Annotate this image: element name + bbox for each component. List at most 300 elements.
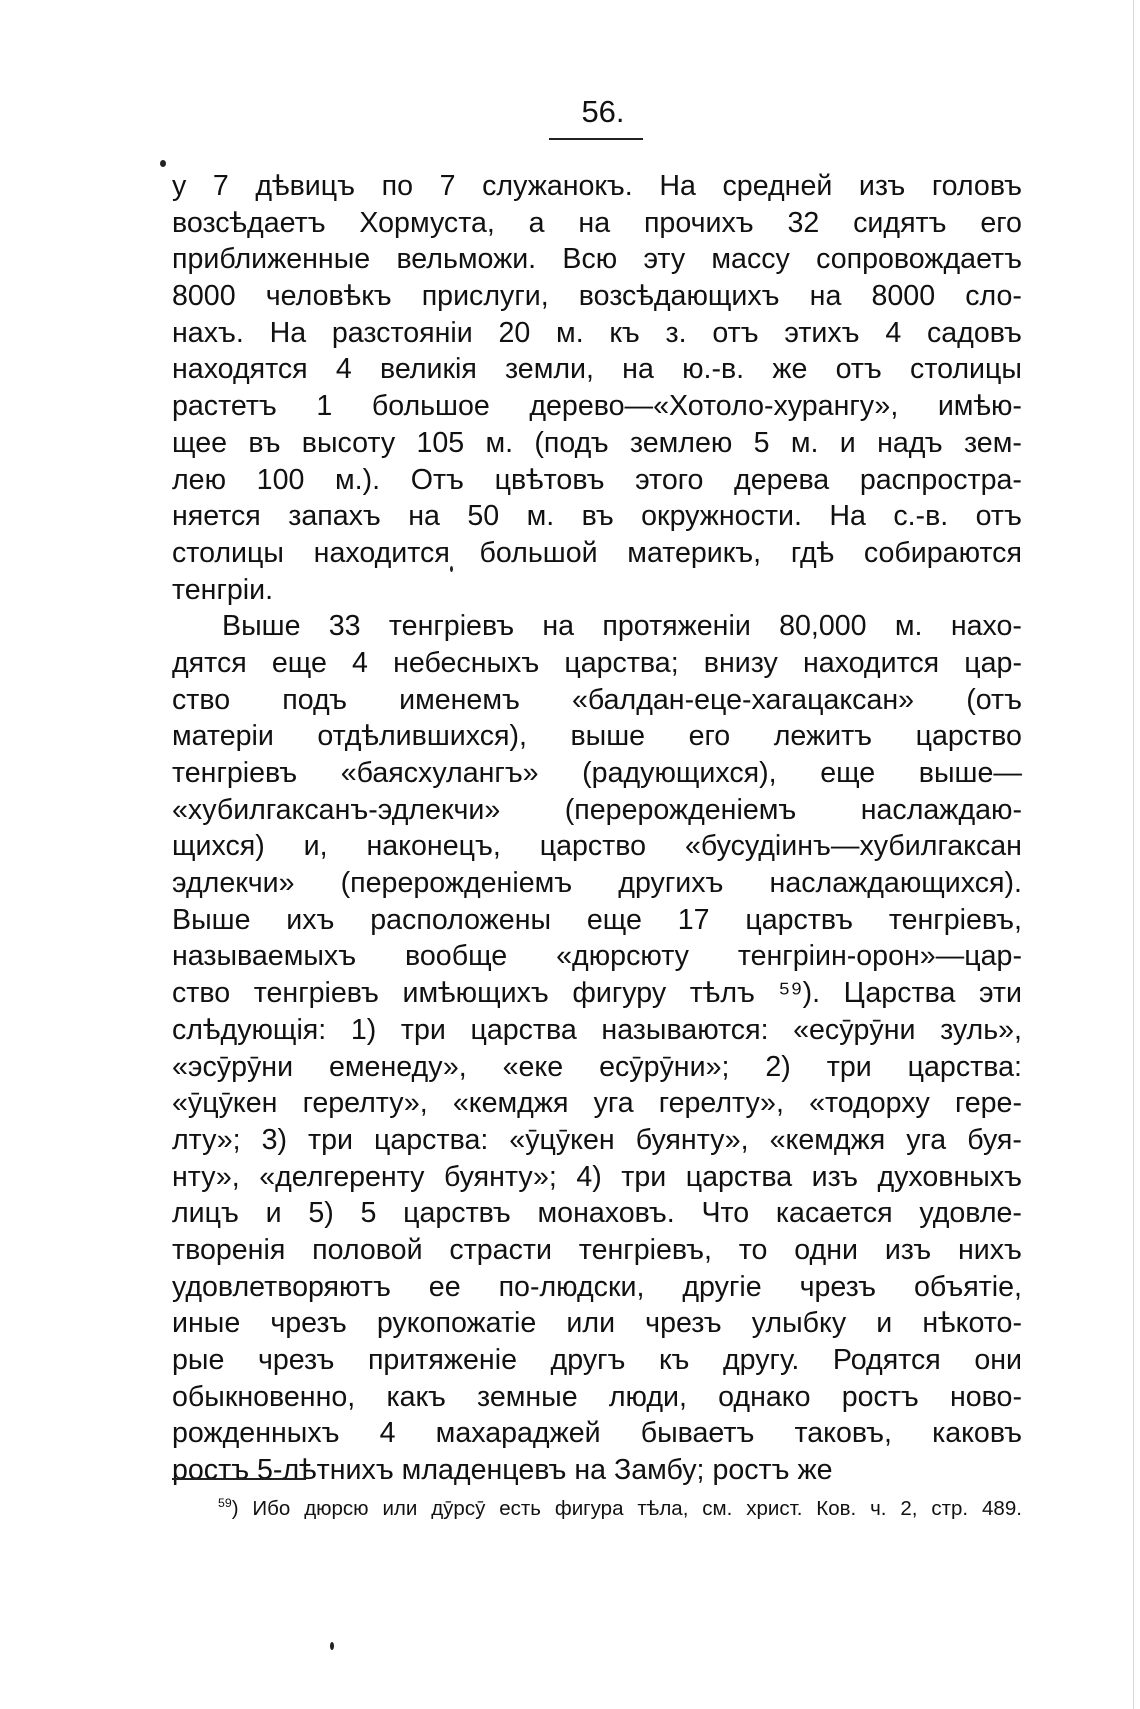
word: «ӯцӯкен: [509, 1123, 615, 1156]
word: гдѣ: [790, 536, 835, 569]
word: окружности.: [641, 500, 802, 533]
word: 80,000: [779, 610, 867, 643]
word: творенія: [172, 1233, 286, 1266]
word: 7: [439, 170, 456, 202]
word: на: [542, 610, 575, 643]
word: царства:: [907, 1050, 1022, 1083]
word: человѣкъ: [265, 280, 392, 313]
word: царство: [915, 720, 1022, 753]
text-line: [172, 1122, 1022, 1159]
word: другъ: [550, 1344, 626, 1376]
word: и: [839, 426, 856, 459]
word: изъ: [884, 1233, 932, 1266]
word: фигуру: [572, 977, 667, 1010]
word: отдѣлившихся),: [317, 720, 527, 753]
print-speck: [450, 566, 453, 572]
word: уга: [906, 1123, 947, 1156]
word: возсѣдающихъ: [578, 280, 780, 313]
word: чрезъ: [257, 1344, 335, 1376]
word: небесныхъ: [393, 646, 540, 679]
word: головъ: [931, 170, 1022, 202]
word: сидятъ: [853, 206, 947, 239]
text-line: [172, 608, 1022, 645]
footnote: [218, 1497, 1022, 1522]
text-line: [172, 315, 1022, 352]
word: Родятся: [832, 1344, 941, 1376]
word: находится: [313, 536, 450, 569]
word: на: [622, 353, 654, 386]
word: объятіе,: [914, 1270, 1022, 1303]
word: 100: [256, 463, 305, 496]
word: (радующихся),: [582, 757, 777, 789]
word: ростъ: [841, 1380, 919, 1413]
word: или: [566, 1307, 616, 1340]
text-line: [172, 351, 1022, 388]
word: его: [688, 720, 731, 753]
word: земли,: [505, 353, 594, 386]
word: м.: [894, 610, 923, 643]
body-text: [172, 168, 1022, 1489]
footnote-number: 59: [218, 1496, 232, 1511]
word: изъ: [858, 170, 906, 202]
text-line: [172, 1012, 1022, 1049]
word: материкъ,: [627, 536, 762, 569]
word: Выше: [222, 610, 301, 643]
word: На: [829, 500, 866, 533]
word: расположены: [370, 903, 552, 936]
word: цвѣтовъ: [494, 463, 605, 496]
text-line: [172, 1049, 1022, 1086]
word: «есӯрӯни: [793, 1013, 916, 1046]
word: герелту»,: [658, 1087, 784, 1120]
word: с.-в.: [893, 500, 949, 533]
word: «эсӯрӯни: [172, 1050, 294, 1083]
word: «баясхулангъ»: [340, 757, 539, 789]
word: высоту: [301, 426, 396, 459]
word: изъ: [811, 1160, 858, 1193]
word: эти: [978, 977, 1022, 1010]
word: на: [809, 280, 842, 313]
word: же: [772, 353, 808, 386]
word: царства: [685, 1160, 793, 1193]
word: 5-лѣтнихъ: [257, 1454, 394, 1487]
word: наслаждаю-: [860, 793, 1022, 826]
word: отъ: [835, 353, 882, 386]
text-line: [172, 1415, 1022, 1452]
word: тенгріевъ: [172, 757, 298, 789]
word: буянту»;: [443, 1160, 557, 1193]
word: «еке: [502, 1050, 564, 1083]
word: младенцевъ: [401, 1454, 567, 1487]
word: 33: [328, 610, 361, 643]
word: (перерожденіемъ: [340, 867, 573, 900]
word: дятся: [172, 646, 247, 679]
word: ново-: [949, 1380, 1022, 1413]
word: на: [578, 206, 611, 239]
word: ростъ: [712, 1454, 790, 1487]
word: каковъ: [932, 1417, 1022, 1450]
footnote-rule: [172, 1478, 306, 1480]
word: щихся): [172, 830, 265, 863]
word: отъ: [975, 500, 1022, 533]
text-line: [172, 462, 1022, 499]
word: лицъ: [172, 1197, 239, 1230]
word: лею: [172, 463, 227, 496]
word: 4: [335, 353, 352, 386]
word: три: [621, 1160, 667, 1193]
text-line: [172, 1269, 1022, 1306]
word: зуль»,: [940, 1013, 1022, 1046]
word: тѣла,: [637, 1497, 689, 1520]
word: подъ: [282, 683, 347, 716]
word: тенгріевъ: [388, 610, 515, 643]
word: ее: [428, 1270, 461, 1303]
word: буянту»,: [635, 1123, 749, 1156]
word: другіе: [682, 1270, 762, 1303]
word: Ков.: [816, 1497, 857, 1520]
word: чрезъ: [645, 1307, 722, 1340]
word: ю.-в.: [682, 353, 745, 386]
word: ство: [172, 977, 231, 1010]
word: тенгріевъ,: [888, 903, 1022, 936]
text-line: [172, 1379, 1022, 1416]
word: ⁵⁹).: [778, 977, 821, 1010]
word: прислуги,: [421, 280, 549, 313]
word: на: [408, 500, 440, 533]
word: къ: [659, 1344, 690, 1376]
word: выше—: [918, 757, 1022, 789]
word: улыбку: [751, 1307, 847, 1340]
word: по-людски,: [498, 1270, 645, 1303]
word: нахъ.: [172, 316, 244, 349]
word: нихъ: [957, 1233, 1022, 1266]
word: «кемджя: [769, 1123, 886, 1156]
word: нахо-: [950, 610, 1022, 643]
print-speck: [160, 160, 166, 167]
text-line: [172, 1085, 1022, 1122]
text-line: [172, 865, 1022, 902]
word: 4: [352, 646, 368, 679]
word: нту»,: [172, 1160, 240, 1193]
word: Отъ: [410, 463, 464, 496]
word: ростъ: [172, 1454, 250, 1487]
word: цар-: [964, 646, 1022, 679]
word: 17: [677, 903, 710, 936]
word: еще: [586, 903, 642, 936]
word: Всю: [562, 243, 618, 276]
text-line: [172, 975, 1022, 1012]
word: (подъ: [534, 426, 609, 459]
word: бываетъ: [640, 1417, 755, 1450]
word: 32: [787, 206, 820, 239]
word: няется: [172, 500, 261, 533]
word: дѣвицъ: [255, 170, 356, 202]
word: 3): [261, 1123, 288, 1156]
word: лту»;: [172, 1123, 241, 1156]
word: удовле-: [919, 1197, 1022, 1230]
word: по: [381, 170, 413, 202]
text-line: [172, 828, 1022, 865]
word: м.: [556, 316, 584, 349]
text-line: [172, 1452, 1022, 1489]
word: рукопожатіе: [376, 1307, 537, 1340]
text-line: [172, 792, 1022, 829]
page-number: 56.: [581, 94, 625, 129]
page-edge: [1133, 0, 1134, 1709]
word: з.: [665, 316, 687, 349]
word: есть: [499, 1497, 541, 1520]
word: 105: [416, 426, 465, 459]
word: 8000: [871, 280, 936, 313]
word: монаховъ.: [537, 1197, 675, 1230]
word: ство: [172, 683, 231, 716]
word: его: [980, 206, 1022, 239]
word: три: [308, 1123, 353, 1156]
word: см.: [702, 1497, 733, 1520]
word: приближенные: [172, 243, 371, 276]
word: христ.: [746, 1497, 803, 1520]
word: нѣкото-: [922, 1307, 1022, 1340]
word: зем-: [964, 426, 1022, 459]
word: находится: [802, 646, 940, 679]
word: земные: [477, 1380, 578, 1413]
footnote-marker: [218, 1497, 239, 1522]
word: прочихъ: [643, 206, 754, 239]
text-line: [172, 682, 1022, 719]
word: обыкновенно,: [172, 1380, 356, 1413]
word: чрезъ: [270, 1307, 347, 1340]
word: еще: [271, 646, 327, 679]
word: въ: [581, 500, 614, 533]
word: м.).: [335, 463, 381, 496]
word: у: [172, 170, 187, 202]
word: еменеду»,: [329, 1050, 467, 1083]
text-line: [172, 205, 1022, 242]
word: 489.: [982, 1497, 1022, 1520]
word: столицы: [172, 536, 284, 569]
text-line: [172, 168, 1022, 205]
word: царства: [470, 1013, 577, 1046]
word: эту: [643, 243, 686, 276]
text-line: [172, 1159, 1022, 1196]
word: наслаждающихся).: [769, 867, 1022, 900]
word: имѣю-: [937, 390, 1022, 423]
word: удовлетворяютъ: [172, 1270, 391, 1303]
word: царство: [539, 830, 647, 863]
text-line: [172, 241, 1022, 278]
word: служанокъ.: [482, 170, 633, 202]
word: (перерожденіемъ: [564, 793, 797, 826]
word: есӯрӯни»;: [599, 1050, 730, 1083]
word: на: [574, 1454, 607, 1487]
word: Хормуста,: [359, 206, 495, 239]
text-line: [172, 902, 1022, 939]
word: 4: [379, 1417, 396, 1450]
word: махараджей: [435, 1417, 601, 1450]
word: Царства: [843, 977, 956, 1010]
word: люди,: [608, 1380, 687, 1413]
text-line: [172, 755, 1022, 792]
word: растетъ: [172, 390, 277, 423]
word: 50: [467, 500, 500, 533]
text-line: [172, 1195, 1022, 1232]
word: 2,: [900, 1497, 918, 1520]
word: матеріи: [172, 720, 274, 753]
word: дюрсю: [304, 1497, 369, 1520]
word: и: [876, 1307, 893, 1340]
word: гере-: [954, 1087, 1022, 1120]
word: три: [400, 1013, 446, 1046]
text-line: [172, 388, 1022, 425]
word: На: [269, 316, 307, 349]
word: этихъ: [784, 316, 860, 349]
word: они: [974, 1344, 1022, 1376]
word: «дюрсюту: [556, 940, 689, 973]
word: запахъ: [288, 500, 381, 533]
word: массу: [711, 243, 790, 276]
word: столицы: [910, 353, 1022, 386]
word: и,: [303, 830, 328, 863]
word: касается: [775, 1197, 893, 1230]
word: внизу: [703, 646, 778, 679]
word: одни: [794, 1233, 858, 1266]
word: тенгріин-орон»—цар-: [737, 940, 1022, 973]
word: или: [382, 1497, 418, 1520]
word: однако: [718, 1380, 811, 1413]
word: три: [826, 1050, 872, 1083]
word: какъ: [386, 1380, 446, 1413]
word: м.: [790, 426, 819, 459]
word: землею: [629, 426, 733, 459]
word: м.: [485, 426, 514, 459]
word: протяженіи: [602, 610, 751, 643]
word: же: [797, 1454, 833, 1487]
word: «тодорху: [809, 1087, 930, 1120]
word: тенгріевъ,: [578, 1233, 712, 1266]
word: Выше: [172, 903, 251, 936]
word: половой: [312, 1233, 423, 1266]
word: таковъ,: [794, 1417, 892, 1450]
word: 5): [308, 1197, 334, 1230]
word: собираются: [863, 536, 1022, 569]
word: называются:: [601, 1013, 769, 1046]
print-speck: [330, 1642, 334, 1650]
word: 20: [498, 316, 531, 349]
word: надъ: [877, 426, 943, 459]
word: Что: [701, 1197, 750, 1230]
word: сопровождаетъ: [816, 243, 1022, 276]
word: къ: [609, 316, 640, 349]
word: страсти: [449, 1233, 552, 1266]
word: именемъ: [399, 683, 520, 716]
page-number-rule: [549, 138, 643, 140]
word: 7: [212, 170, 229, 202]
word: имѣющихъ: [402, 977, 549, 1010]
word: дерева: [734, 463, 830, 496]
word: въ: [248, 426, 281, 459]
text-line: [172, 645, 1022, 682]
word: средней: [722, 170, 833, 202]
word: «делгеренту: [259, 1160, 425, 1193]
word: возсѣдаетъ: [172, 206, 326, 239]
word: царства:: [374, 1123, 489, 1156]
text-line: [172, 1305, 1022, 1342]
word: дӯрсӯ: [431, 1497, 486, 1520]
word: «хубилгаксанъ-эдлекчи»: [172, 793, 501, 826]
word: м.: [526, 500, 555, 533]
text-line: [172, 938, 1022, 975]
word: притяженіе: [367, 1344, 517, 1376]
word: царства;: [564, 646, 679, 679]
word: Замбу;: [613, 1454, 705, 1487]
text-line: [172, 498, 1022, 535]
word: наконецъ,: [366, 830, 501, 863]
word: сло-: [965, 280, 1022, 313]
word: разстояніи: [331, 316, 473, 349]
word: находятся: [172, 353, 308, 386]
word: великія: [379, 353, 477, 386]
word: тѣлъ: [689, 977, 755, 1010]
word: рожденныхъ: [172, 1417, 340, 1450]
word: тенгріи.: [172, 573, 274, 606]
word: называемыхъ: [172, 940, 357, 973]
word: 2): [765, 1050, 791, 1083]
word: буя-: [967, 1123, 1022, 1156]
text-line: [172, 1342, 1022, 1379]
word: 1): [350, 1013, 377, 1046]
word: рые: [172, 1344, 225, 1376]
word: стр.: [931, 1497, 969, 1520]
word: большое: [371, 390, 490, 423]
word: выше: [570, 720, 646, 753]
word: ихъ: [286, 903, 335, 936]
word: эдлекчи»: [172, 867, 295, 900]
word: «балдан-еце-хагацаксан»: [572, 683, 915, 716]
word: дерево—«Хотоло-хурангу»,: [529, 390, 899, 423]
word: иные: [172, 1307, 241, 1340]
word: 4): [576, 1160, 602, 1193]
word: садовъ: [926, 316, 1022, 349]
text-line: [172, 425, 1022, 462]
word: «кемджя: [452, 1087, 569, 1120]
word: (отъ: [966, 683, 1022, 716]
word: царствъ: [403, 1197, 511, 1230]
word: вообще: [405, 940, 508, 973]
text-line: [172, 535, 1022, 572]
word: а: [528, 206, 545, 239]
word: этого: [635, 463, 704, 496]
word: духовныхъ: [877, 1160, 1022, 1193]
word: другу.: [722, 1344, 800, 1376]
word: «ӯцӯкен: [172, 1087, 278, 1120]
word: герелту»,: [302, 1087, 428, 1120]
word: «бусудіинъ—хубилгаксан: [684, 830, 1022, 863]
word: лежитъ: [773, 720, 873, 753]
text-line: [172, 1232, 1022, 1269]
word: 4: [885, 316, 902, 349]
word: 5: [360, 1197, 377, 1230]
word: тенгріевъ: [253, 977, 379, 1010]
text-line: [172, 278, 1022, 315]
word: слѣдующія:: [172, 1013, 327, 1046]
text-line: [172, 572, 1022, 609]
word: другихъ: [618, 867, 724, 900]
word: то: [738, 1233, 768, 1266]
word: вельможи.: [396, 243, 537, 276]
word: Ибо: [252, 1497, 291, 1520]
word: На: [659, 170, 696, 202]
word: 5: [753, 426, 770, 459]
